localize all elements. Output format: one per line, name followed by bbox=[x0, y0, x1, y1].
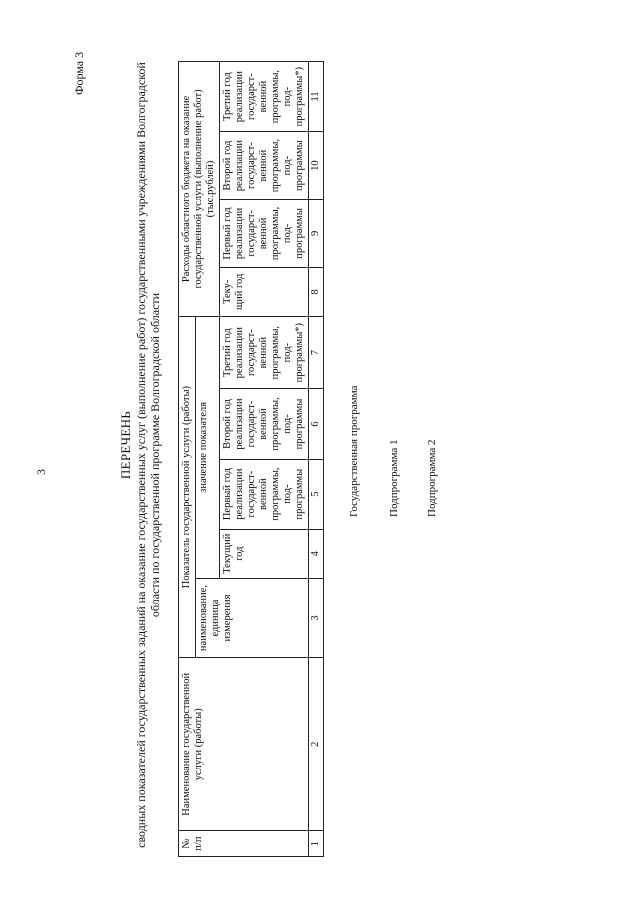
header-year-3: Третий год реализации государст- венной программы, под- программы*) bbox=[220, 316, 309, 389]
header-expenses: Расходы областного бюджета на оказание государственной услуги (выполнение работ) (тыс.рублей) bbox=[179, 62, 220, 317]
section-subprogram-1: Подпрограмма 1 bbox=[388, 439, 400, 517]
header-num: № п/п bbox=[179, 831, 309, 857]
col-number: 4 bbox=[309, 529, 324, 578]
header-indicator-value: значение показателя bbox=[196, 316, 220, 578]
document-title: ПЕРЕЧЕНЬ bbox=[118, 410, 133, 480]
column-number-row bbox=[309, 62, 324, 857]
document-subtitle: сводных показателей государственных заданий на оказание государственных услуг (выполнение работ) государственными учреждениями Волгоградской области по государственной программе Волгоградской области bbox=[134, 62, 162, 848]
col-number: 1 bbox=[309, 831, 324, 857]
header-indicator: Показатель государственной услуги (работы) bbox=[179, 316, 196, 657]
col-number: 10 bbox=[309, 132, 324, 200]
header-year-2: Второй год реализации государст- венной программы, под- программы bbox=[220, 389, 309, 459]
header-expenses-year-2: Второй год реализации государст- венной программы, под- программы bbox=[220, 132, 309, 200]
header-row-1 bbox=[179, 62, 196, 857]
header-year-1: Первый год реализации государст- венной программы, под- программы bbox=[220, 459, 309, 529]
col-number: 7 bbox=[309, 316, 324, 389]
col-number: 2 bbox=[309, 658, 324, 831]
col-number: 3 bbox=[309, 578, 324, 657]
section-state-program: Государственная программа bbox=[348, 385, 360, 517]
form-label: Форма 3 bbox=[72, 51, 86, 95]
header-expenses-year-1: Первый год реализации государст- венной программы, под- программы bbox=[220, 200, 309, 268]
col-number: 5 bbox=[309, 459, 324, 529]
header-service-name: Наименование государственной услуги (работы) bbox=[179, 658, 309, 831]
section-subprogram-2: Подпрограмма 2 bbox=[426, 439, 438, 517]
header-indicator-name: наименование, единица измерения bbox=[196, 578, 309, 657]
page-number: 3 bbox=[34, 469, 48, 475]
header-expenses-year-3: Третий год реализации государст- венной программы, под- программы*) bbox=[220, 62, 309, 132]
col-number: 9 bbox=[309, 200, 324, 268]
header-expenses-current-year: Теку- щий год bbox=[220, 267, 309, 316]
indicators-table bbox=[178, 61, 324, 857]
col-number: 8 bbox=[309, 267, 324, 316]
col-number: 6 bbox=[309, 389, 324, 459]
header-current-year: Текущий год bbox=[220, 529, 309, 578]
col-number: 11 bbox=[309, 62, 324, 132]
